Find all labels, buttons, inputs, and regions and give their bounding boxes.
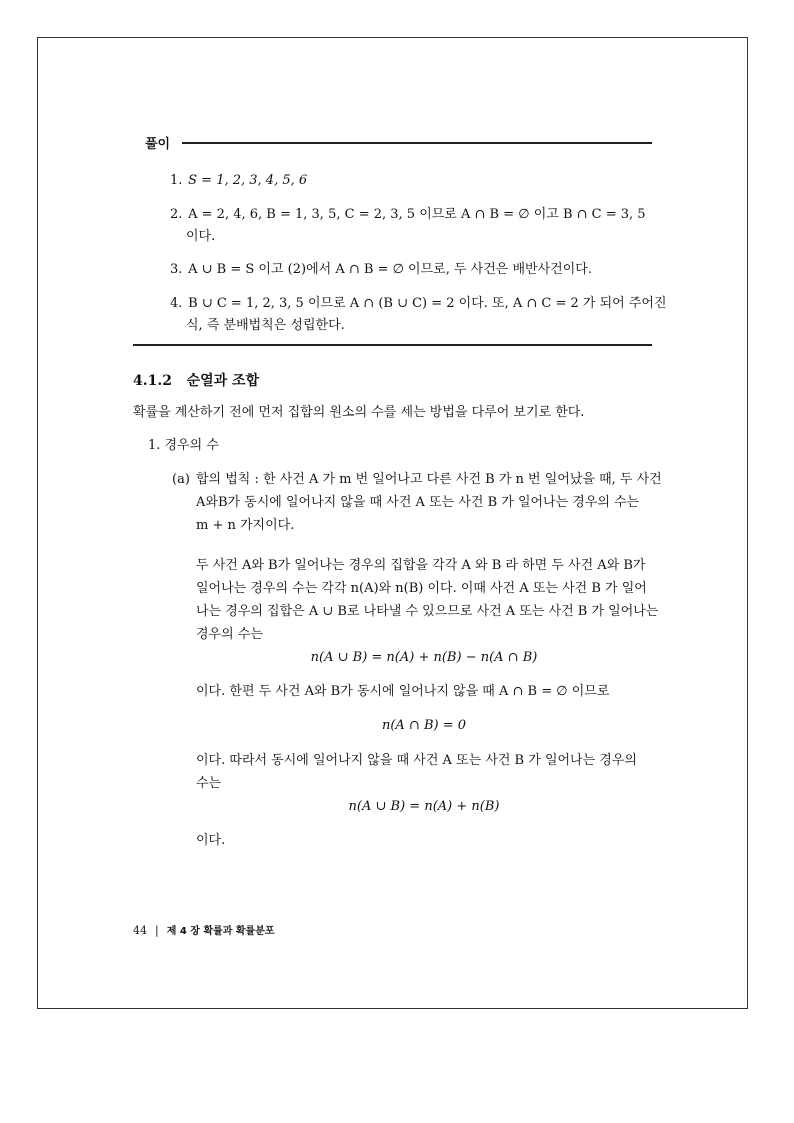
section-heading [133, 373, 259, 389]
para1-line-3: 나는 경우의 집합은 A ∪ B로 나타낼 수 있으므로 사건 A 또는 사건 B 가 일어나는 [196, 604, 659, 619]
page-frame [37, 37, 748, 1009]
section-number: 4.1.2 [133, 373, 172, 389]
section-intro: 확률을 계산하기 전에 먼저 집합의 원소의 수를 세는 방법을 다루어 보기로 한다. [133, 405, 585, 420]
item-text: S = 1, 2, 3, 4, 5, 6 [188, 173, 308, 188]
page-footer [133, 923, 275, 940]
chapter-title: 제 4 장 확률과 확률분포 [166, 926, 275, 937]
solution-top-rule [182, 142, 652, 144]
para2: 이다. 한편 두 사건 A와 B가 동시에 일어나지 않을 때 A ∩ B = ∅ 이므로 [196, 684, 610, 699]
sub-item-a-line-1: 합의 법칙 : 한 사건 A 가 m 번 일어나고 다른 사건 B 가 n 번 일어났을 때, 두 사건 [196, 472, 662, 487]
para4: 이다. [196, 833, 226, 848]
item-number: 3. [170, 262, 183, 277]
para1-line-2: 일어나는 경우의 수는 각각 n(A)와 n(B) 이다. 이때 사건 A 또는 사건 B 가 일어 [196, 581, 647, 596]
solution-item-4-cont: 식, 즉 분배법칙은 성립한다. [186, 318, 345, 333]
footer-separator: | [155, 924, 159, 937]
solution-item-2-cont: 이다. [186, 229, 216, 244]
item-number: 4. [170, 296, 183, 311]
item-text: A = 2, 4, 6, B = 1, 3, 5, C = 2, 3, 5 이므로 A ∩ B = ∅ 이고 B ∩ C = 3, 5 [188, 207, 646, 222]
para3-line-2: 수는 [196, 776, 222, 791]
solution-item-1 [170, 173, 307, 189]
equation-2: n(A ∩ B) = 0 [381, 718, 467, 733]
item-number: 1. [170, 173, 183, 188]
solution-item-4 [170, 296, 667, 312]
solution-bottom-rule [133, 344, 652, 346]
section-title: 순열과 조합 [186, 373, 260, 389]
sub-item-a-label: (a) [172, 472, 190, 487]
item-text: B ∪ C = 1, 2, 3, 5 이므로 A ∩ (B ∪ C) = 2 이다. 또, A ∩ C = 2 가 되어 주어진 [188, 296, 667, 311]
para1-line-1: 두 사건 A와 B가 일어나는 경우의 집합을 각각 A 와 B 라 하면 두 사건 A와 B가 [196, 558, 646, 573]
equation-1: n(A ∪ B) = n(A) + n(B) − n(A ∩ B) [310, 650, 538, 665]
solution-item-2 [170, 207, 646, 223]
solution-heading: 풀이 [145, 137, 171, 152]
para3-line-1: 이다. 따라서 동시에 일어나지 않을 때 사건 A 또는 사건 B 가 일어나는 경우의 [196, 753, 637, 768]
solution-item-3 [170, 262, 592, 278]
sub-item-a-line-2: A와B가 동시에 일어나지 않을 때 사건 A 또는 사건 B 가 일어나는 경우의 수는 [196, 495, 640, 510]
list-item-1-label: 1. 경우의 수 [148, 438, 219, 453]
para1-line-4: 경우의 수는 [196, 627, 263, 642]
item-number: 2. [170, 207, 183, 222]
page-number: 44 [133, 924, 147, 937]
equation-3: n(A ∪ B) = n(A) + n(B) [348, 799, 500, 814]
item-text: A ∪ B = S 이고 (2)에서 A ∩ B = ∅ 이므로, 두 사건은 배반사건이다. [188, 262, 592, 277]
sub-item-a-line-3: m + n 가지이다. [196, 518, 295, 533]
